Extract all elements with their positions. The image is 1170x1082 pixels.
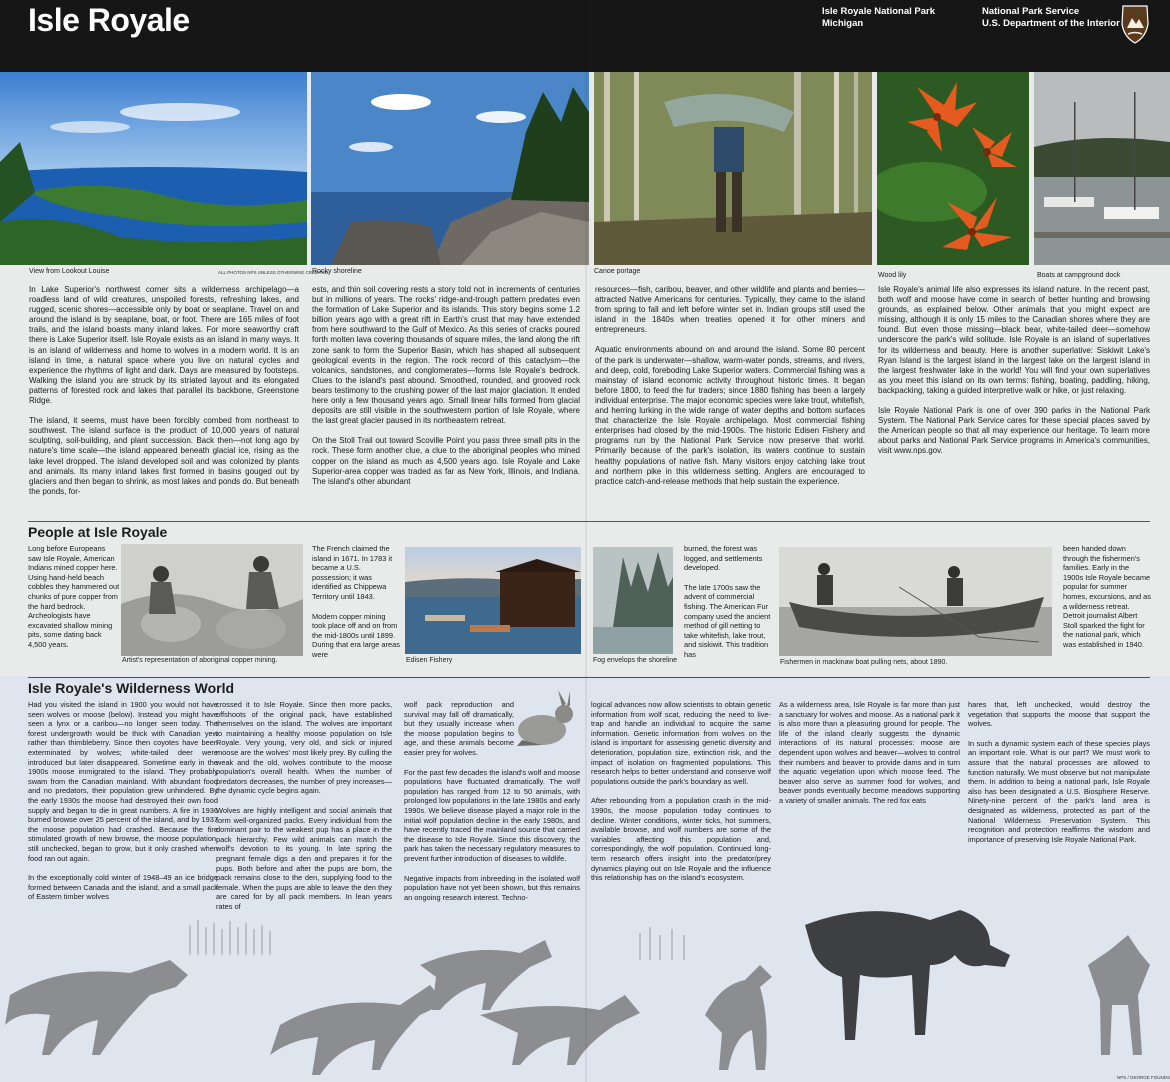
- caption-mackinaw: Fishermen in mackinaw boat pulling nets, about 1890.: [780, 659, 948, 666]
- people-text-4: been handed down through the fishermen's families. Early in the 1900s Isle Royale became popular for summer homes, excursions, and as a wilderness retreat. Detroit journalist Albert Stoll sparked the fight for the national park, which was established in 1940.: [1063, 544, 1151, 649]
- page-title: Isle Royale: [28, 2, 190, 38]
- wilderness-paragraph: For the past few decades the island's wolf and moose populations have fluctuated dramatically. The wolf population has ranged from 12 to 50 animals, with prolonged low populations in the late 1980s and early 1990s. We believe disease played a major role in the initial wolf population decline in the early 1980s, and have recently traced the mainland source that carried the disease to Isle Royale. Since this discovery, the park has taken the necessary regulatory measures to prevent further introduction of diseases to wildlife.: [404, 767, 580, 863]
- intro-paragraph: On the Stoll Trail out toward Scoville Point you pass three small pits in the rock. These form another clue, a clue to the aboriginal peoples who mined copper on the island as much as 4,500 years ago. Isle Royale and Lake Superior-area copper was traded as far as New York, Illinois, and Indiana. The island's other abundant: [312, 436, 580, 486]
- caption-fog: Fog envelops the shoreline: [593, 657, 678, 664]
- intro-column-2: [312, 285, 580, 487]
- people-text-1: Long before Europeans saw Isle Royale, American Indians mined copper here. Using hand-held beach cobbles they hammered out chunks of pure copper from the hard bedrock. Archeologists have excavated shallow mining pits, some dating back 4,500 years.: [28, 544, 120, 649]
- park-name: Isle Royale National Park: [822, 6, 935, 17]
- hare-illustration: [512, 688, 580, 750]
- intro-paragraph: Isle Royale National Park is one of over 390 parks in the National Park System. The National Park Service cares for these special places saved by the American people so that all may experience our heritage. To learn more about parks and National Park Service programs in America's communities, visit www.nps.gov.: [878, 406, 1150, 456]
- wilderness-column-6: [968, 700, 1150, 844]
- art-credit: NPS / GEORGE FOUNDS: [1117, 1075, 1170, 1080]
- people-paragraph: Modern copper mining took place off and on from the mid-1800s until 1899. During that era large areas were: [312, 611, 400, 659]
- people-text-3: [684, 544, 774, 660]
- wilderness-column-4: [591, 700, 771, 883]
- intro-paragraph: ests, and thin soil covering rests a story told not in increments of centuries but in millions of years. The rocks' ridge-and-trough pattern predates even the formation of Lake Superior and its islands. This story begins some 1.2 billion years ago with a great rift in Earth's crust that may have extended from here southward to the Gulf of Mexico. As this series of cracks poured forth molten lava covering thousands of square miles, the land along the rift zone sank to form the Superior Basin, which has shaped all subsequent geological events in the region. The rock record of this cataclysm—the volcanics, sandstones, and conglomerates—forms Isle Royale's bedrock. Clues to the island's past abound. Smoothed, rounded, and grooved rock bears testimony to the crushing power of the last major glaciation. It ended here only a few thousand years ago. Small linear hills formed from glacial deposits are still visible in the southwestern portion of Isle Royale, where the last great glacier paused in its northeastern retreat.: [312, 285, 580, 426]
- park-name-block: [822, 6, 935, 30]
- agency-name: National Park Service: [982, 6, 1080, 17]
- caption-edisen-fishery: Edisen Fishery: [406, 657, 453, 664]
- caption-lookout: View from Lookout Louise: [29, 268, 110, 275]
- people-paragraph: burned, the forest was logged, and settlements developed.: [684, 544, 763, 573]
- intro-paragraph: The island, it seems, must have been forcibly combed from northeast to southwest. The island surface is the product of 10,000 years of natural sculpting, soil-building, and plant succession. Back then—not long ago by nature's time scale—the island appeared beneath glacial ice, rising as the lake level dropped. The island developed soil and was colonized by plants and animals. Its many inland lakes first formed in basins gouged out by glaciers and then began to shrink, as most lakes and ponds do. But beneath the ponds, for-: [29, 416, 299, 496]
- photo-lookout-louise: [0, 72, 307, 265]
- photo-credit: ALL PHOTOS NPS UNLESS OTHERWISE CREDITED: [218, 270, 329, 275]
- people-text-2: [312, 544, 400, 660]
- intro-paragraph: resources—fish, caribou, beaver, and other wildlife and plants and berries—attracted Native Americans for centuries. Typically, they came to the island from spring to fall and left before winter set in. Indian groups still used the island in the 1840s when treaties opened it for other miners and entrepreneurs.: [595, 285, 865, 335]
- wilderness-paragraph: Negative impacts from inbreeding in the isolated wolf population have not yet been shown, but this remains an ongoing research interest. Techno-: [404, 873, 580, 902]
- illustration-copper-mining: [121, 544, 303, 656]
- wilderness-heading: Isle Royale's Wilderness World: [28, 680, 235, 696]
- wilderness-paragraph: Wolves are highly intelligent and social animals that form well-organized packs. Every individual from the dominant pair to the weakest pup has a place in the pack hierarchy. Few wild animals can match the wolf's devotion to its young. In late spring the pregnant female digs a den and prepares it for the pups. Both before and after the pups are born, the pack remains close to the den, supplying food to the female. When the pups are able to leave the den they are cared for by all pack members. In lean years rates of: [216, 805, 392, 911]
- wilderness-column-2: [216, 700, 392, 911]
- park-state: Michigan: [822, 18, 864, 29]
- people-heading: People at Isle Royale: [28, 524, 168, 540]
- intro-column-1: [29, 285, 299, 497]
- intro-paragraph: Isle Royale's animal life also expresses its island nature. In the recent past, both wolf and moose have come in search of better hunting and browsing grounds, as explained below. Other animals that you might expect are missing, although it is only 15 miles to the Canadian shores where they are found. But even those missing—black bear, white-tailed deer—somehow underscore the park's wild solitude. Isle Royale is an island of superlatives for its wilderness and beauty. Here is another superlative: Siskiwit Lake's Ryan Island is the largest island in the largest lake on the largest island in the largest freshwater lake in the world! You will find your own superlatives as you meet this island on its own terms: fishing, boating, paddling, hiking, backpacking, taking a guided interpretive walk or hike, or just relaxing.: [878, 285, 1150, 395]
- intro-paragraph: In Lake Superior's northwest corner sits a wilderness archipelago—a roadless land of wild creatures, unspoiled forests, refreshing lakes, and rugged, scenic shores—accessible only by boat or seaplane. Travel on and around the island is by seaplane, boat, or foot. There are 165 miles of foot trails, and the island boasts many inland lakes. For more seaworthy craft there is Lake Superior itself. Isle Royale exists as an island in many ways. It is an island of wilderness and home to wolves in a modern world. It is an island in time, a natural space where you live on natural cycles and experience the rhythms of light and dark. Days are measured by footsteps. Walking the island you are struck by its striated layout and its elongated patterns of forested rock and lakes that parallel its backbone, Greenstone Ridge.: [29, 285, 299, 406]
- agency-block: [982, 6, 1120, 30]
- section-divider: [28, 677, 1150, 678]
- fold-line: [585, 0, 587, 1082]
- photo-fog-shoreline: [593, 547, 673, 654]
- photo-campground-dock: [1034, 72, 1170, 265]
- wilderness-paragraph: Had you visited the island in 1900 you would not have seen wolves or moose (below). Instead you might have seen a lynx or a caribou—no longer seen today. The forest undergrowth would be thick with Canadian yew rather than thimbleberry. Since then coyotes have been exterminated by wolves; white-tailed deer were introduced but later disappeared. Sometime early in the 1900s moose immigrated to the island. They probably swam from the Canadian mainland. With abundant food and no predators, their population grew unhindered. By the early 1930s the moose had destroyed their own food supply and began to die in great numbers. A fire in 1936 burned browse over 25 percent of the island, and by 1937 the moose population had crashed. Because the fire stimulated growth of new browse, the moose population, still unchecked, began to grow, but it only crashed when food ran out again.: [28, 700, 218, 863]
- wilderness-column-1: [28, 700, 218, 902]
- wilderness-paragraph: After rebounding from a population crash in the mid-1990s, the moose population today continues to decline. Winter conditions, winter ticks, hot summers, available browse, and wolf numbers are some of the variables affecting this population and, correspondingly, the wolf population. Continued long-term research offers insight into the predator/prey dynamics playing out on Isle Royale and the influence this relationship has on the island's ecosystem.: [591, 796, 771, 883]
- people-paragraph: The late 1700s saw the advent of commercial fishing. The American Fur company used the ancient method of gill netting to take whitefish, lake trout, and siskiwit. This tradition has: [684, 582, 771, 659]
- people-paragraph: The French claimed the island in 1671. In 1783 it became a U.S. possession; it was identified as Chippewa Territory until 1843.: [312, 544, 393, 601]
- caption-shoreline: Rocky shoreline: [312, 268, 362, 275]
- wilderness-paragraph: hares that, left unchecked, would destroy the vegetation that supports the moose that support the wolves.: [968, 700, 1150, 729]
- intro-column-3: [595, 285, 865, 487]
- photo-wood-lily: [877, 72, 1029, 265]
- department-name: U.S. Department of the Interior: [982, 18, 1120, 29]
- caption-lily: Wood lily: [878, 272, 907, 279]
- intro-paragraph: Aquatic environments abound on and around the island. Some 80 percent of the park is underwater—shallow, warm-water ponds, streams, and rivers, and deep, cold, foreboding Lake Superior waters. Commercial fishing was a mainstay of island economic activity throughout historic times. It began before 1800, to feed the fur traders; since 1880 fishing has been a largely individual enterprise. The major economic species were lake trout, whitefish, and herring lurking in the wide range of water depths and bottom surfaces that characterize the Isle Royale archipelago. Most commercial fishing enterprises had closed by the mid-1900s. The historic Edisen Fishery and programs run by the National Park Service now preserve that world. Primarily because of the park's isolation, its waters continue to sustain healthy populations of native fish. Many visitors enjoy catching lake trout and northern pike in this wilderness setting. Anglers are encouraged to practice catch-and-release methods that help sustain the experience.: [595, 345, 865, 486]
- photo-mackinaw-boat: [779, 547, 1052, 656]
- nps-arrowhead-icon: [1120, 4, 1150, 44]
- wilderness-paragraph: crossed it to Isle Royale. Since then more packs, offshoots of the original pack, have established themselves on the island. The wolves are important to maintaining a healthy moose population on Isle Royale. Very young, very old, and sick or injured moose are the wolves' most likely prey. By culling the weak and the old, wolves contribute to the moose population's overall health. When the number of predators decreases, the number of prey increases—the dynamic cycle begins again.: [216, 700, 392, 796]
- wilderness-column-5: [779, 700, 960, 806]
- wilderness-paragraph: In such a dynamic system each of these species plays an important role. What is our part? We must work to assure that the natural processes are allowed to function naturally. We must observe but not manipulate them. In addition to being a national park, Isle Royale also has been designated a U.S. Biosphere Reserve. Ninety-nine percent of the park's land area is designated as wilderness, protected as part of the National Wilderness Preservation System. This recognition and protection reaffirms the wisdom and importance of preserving Isle Royale National Park.: [968, 738, 1150, 844]
- intro-column-4: [878, 285, 1150, 457]
- photo-rocky-shoreline: [311, 72, 589, 265]
- wilderness-paragraph: In the exceptionally cold winter of 1948–49 an ice bridge formed between Canada and the island, and a small pack of Eastern timber wolves: [28, 873, 218, 902]
- caption-dock: Boats at campground dock: [1037, 272, 1121, 279]
- wilderness-paragraph: wolf pack reproduction and survival may fall off dramatically, but they usually increase when the moose population begins to age, and these animals become easier prey for wolves.: [404, 700, 514, 757]
- photo-edisen-fishery: [405, 547, 581, 654]
- section-divider: [28, 521, 1150, 522]
- caption-canoe: Canoe portage: [594, 268, 641, 275]
- photo-canoe-portage: [594, 72, 872, 265]
- caption-copper-mining: Artist's representation of aboriginal copper mining.: [122, 657, 278, 664]
- wilderness-paragraph: As a wilderness area, Isle Royale is far more than just a sanctuary for wolves and moose. As a national park it is also more than a pleasuring ground for people. The life of the island clearly suggests the dynamic interactions of its natural processes: moose are dependent upon wolves and beaver—wolves to control their numbers and beaver to provide dams and in turn the aquatic vegetation upon which moose feed. The beaver also serve as summer food for wolves, and beaver ponds eventually become meadows supporting a variety of smaller animals. The red fox eats: [779, 700, 960, 805]
- wilderness-paragraph: logical advances now allow scientists to obtain genetic information from wolf scat, reducing the need to live-trap and handle an individual to acquire the same information. Genetic information from wolves on the island is important for assessing genetic diversity and deterioration, population size, extinction risk, and the impact of isolation on fragmented populations. This research helps to better understand and conserve wolf populations outside the park's boundary as well.: [591, 700, 771, 786]
